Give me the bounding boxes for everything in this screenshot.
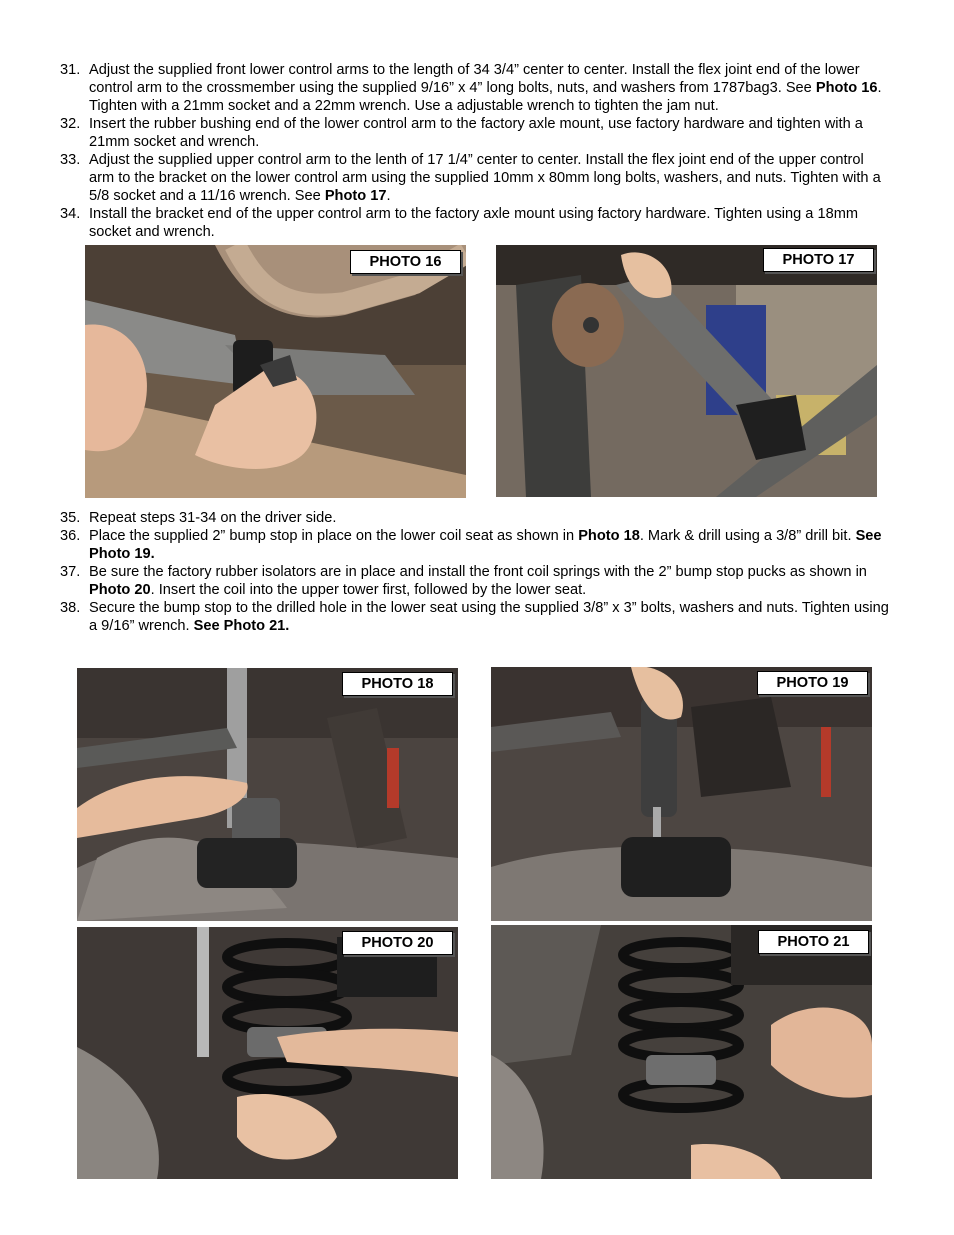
step-item (60, 205, 890, 241)
step-photo-ref: See Photo 21. (193, 618, 290, 634)
step-text: . Insert the coil into the upper tower first, followed by the lower seat. (150, 582, 587, 598)
step-item (60, 563, 890, 599)
step-number: 31. (60, 62, 81, 78)
step-text: Secure the bump stop to the drilled hole in the lower seat using the supplied 3/8” x 3” bolts, washers and nuts. Tighten using a 9/16” wrench. (89, 600, 889, 634)
photo-17-label: PHOTO 17 (763, 248, 874, 272)
photo-21-label: PHOTO 21 (758, 930, 869, 954)
step-number: 37. (60, 564, 81, 580)
step-text: Adjust the supplied front lower control arms to the length of 34 3/4” center to center. Install the flex joint end of the lower control arm to the crossmember using the supplied 9/16” x 4” long bolts, nuts, and washers from 1787bag3. See (89, 62, 860, 96)
photo-16 (85, 245, 466, 498)
step-text: Repeat steps 31-34 on the driver side. (89, 510, 337, 526)
step-number: 33. (60, 152, 81, 168)
step-text: Be sure the factory rubber isolators are in place and install the front coil springs with the 2” bump stop pucks as shown in (89, 564, 867, 580)
step-text: . Tighten with a 21mm socket and a 22mm wrench. Use a adjustable wrench to tighten the jam nut. (89, 80, 882, 114)
photo-16-label: PHOTO 16 (350, 250, 461, 274)
photo-19-label: PHOTO 19 (757, 671, 868, 695)
step-item (60, 61, 890, 115)
step-number: 38. (60, 600, 81, 616)
step-number: 35. (60, 510, 81, 526)
step-text: Place the supplied 2” bump stop in place on the lower coil seat as shown in (89, 528, 579, 544)
photo-17 (496, 245, 877, 497)
step-text: Insert the rubber bushing end of the lower control arm to the factory axle mount, use factory hardware and tighten with a 21mm socket and wrench. (89, 116, 863, 150)
photo-21 (491, 925, 872, 1179)
step-item (60, 509, 890, 527)
step-number: 34. (60, 206, 81, 222)
steps-35-38 (60, 509, 890, 635)
step-number: 32. (60, 116, 81, 132)
step-photo-ref: See Photo 19. (89, 528, 882, 562)
step-photo-ref: Photo 20 (89, 582, 151, 598)
step-photo-ref: Photo 18 (578, 528, 640, 544)
step-item (60, 115, 890, 151)
photo-18 (77, 668, 458, 921)
step-text: Adjust the supplied upper control arm to the lenth of 17 1/4” center to center. Install the flex joint end of the upper control arm to the bracket on the lower control arm using the supplied 10mm x 80mm long bolts, washers, and nuts. Tighten with a 5/8 socket and a 11/16 wrench. See (89, 152, 881, 204)
photo-18-label: PHOTO 18 (342, 672, 453, 696)
step-text: . (386, 188, 391, 204)
step-item (60, 599, 890, 635)
step-photo-ref: Photo 16 (815, 80, 878, 96)
step-text: Install the bracket end of the upper control arm to the factory axle mount using factory hardware. Tighten using a 18mm socket and wrench. (89, 206, 859, 240)
photo-20-label: PHOTO 20 (342, 931, 453, 955)
step-number: 36. (60, 528, 81, 544)
step-item (60, 527, 890, 563)
photo-20 (77, 927, 458, 1179)
step-photo-ref: Photo 17 (324, 188, 387, 204)
step-text: . Mark & drill using a 3/8” drill bit. (639, 528, 856, 544)
step-item (60, 151, 890, 205)
steps-31-34 (60, 61, 890, 241)
photo-19 (491, 667, 872, 921)
